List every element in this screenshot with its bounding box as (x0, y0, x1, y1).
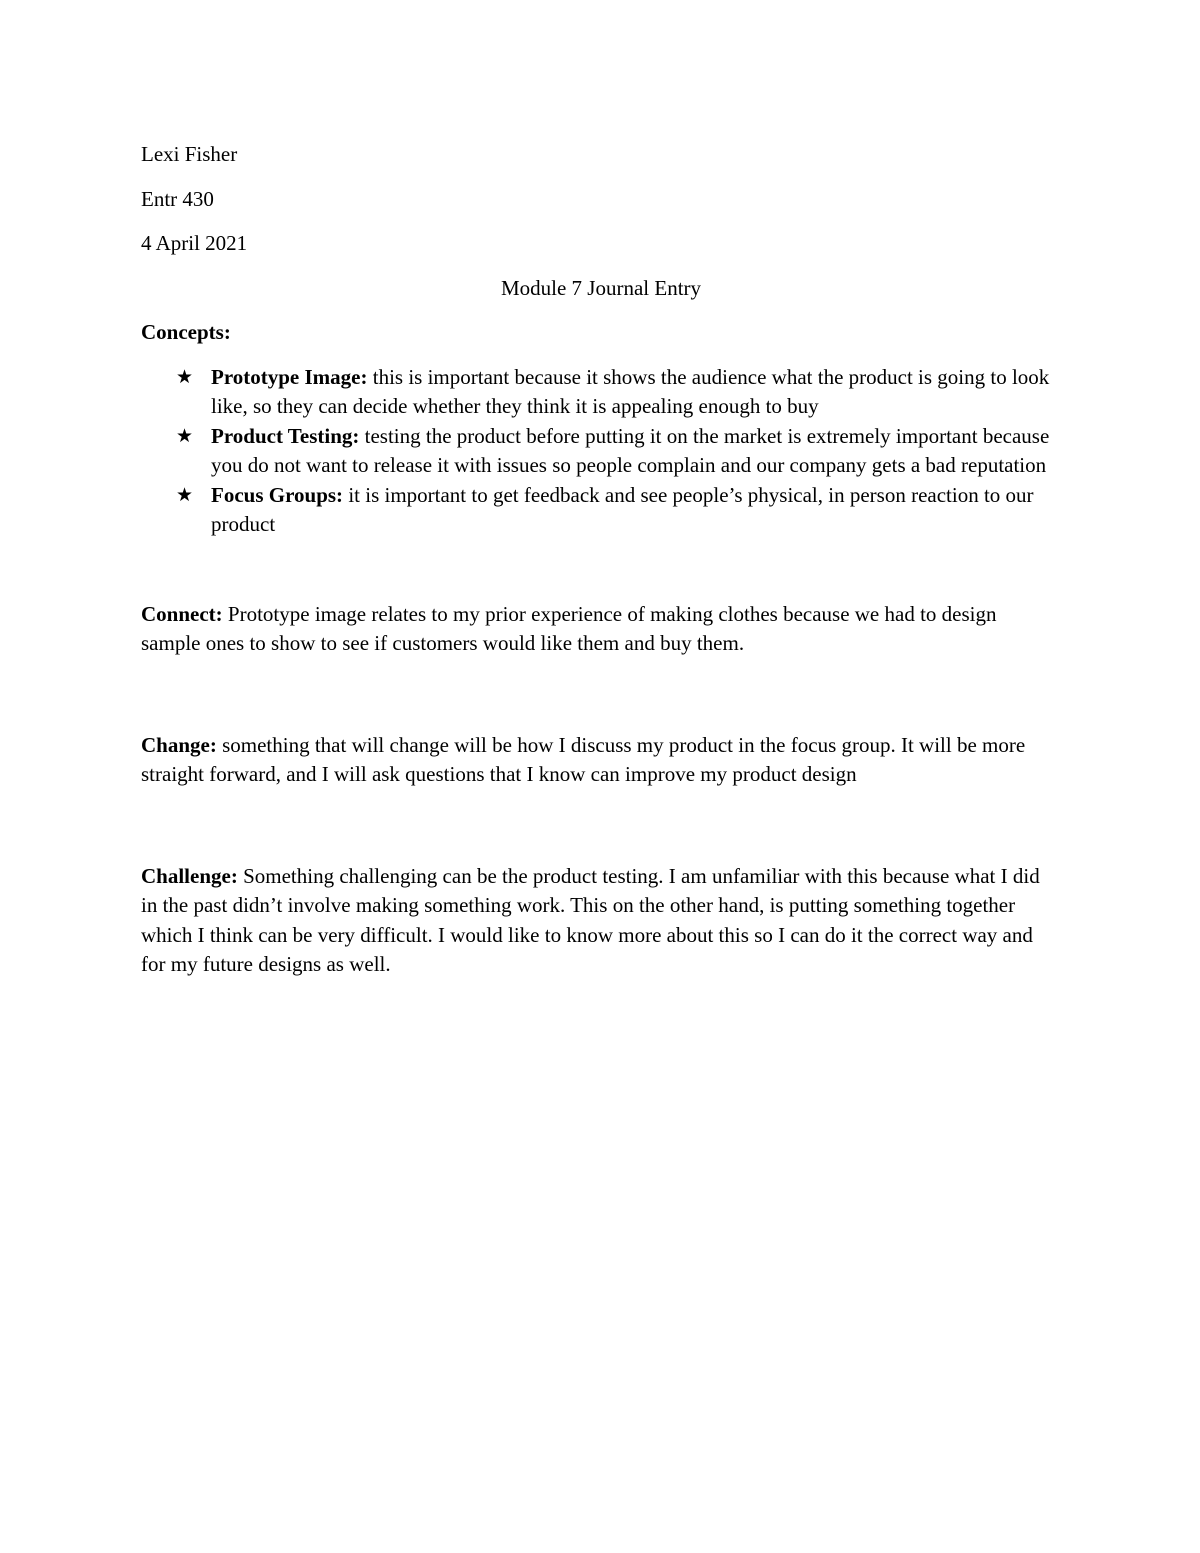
change-text: something that will change will be how I discuss my product in the focus group. It will be more straight forward, and I will ask questions that I know can improve my product design (141, 732, 1026, 786)
concept-item-prototype-image (141, 363, 1061, 422)
concepts-list (141, 363, 1061, 540)
concept-item-product-testing (141, 422, 1061, 481)
concept-text: this is important because it shows the audience what the product is going to look like, so they can decide whether they think it is appealing enough to buy (211, 364, 1050, 418)
star-icon: ★ (176, 365, 194, 388)
concept-term: Focus Groups: (211, 482, 344, 507)
spacer (141, 540, 1061, 600)
concept-text: testing the product before putting it on the market is extremely important because you do not want to release it with issues so people complain and our company gets a bad reputation (211, 423, 1050, 477)
concept-item-focus-groups (141, 481, 1061, 540)
concepts-heading (141, 318, 1061, 348)
concept-term: Prototype Image: (211, 364, 368, 389)
challenge-text: Something challenging can be the product testing. I am unfamiliar with this because what I did in the past didn’t involve making something work. This on the other hand, is putting something together which I think can be very difficult. I would like to know more about this so I can do it the correct way and for my future designs as well. (141, 863, 1040, 976)
connect-label: Connect: (141, 601, 223, 626)
document-title: Module 7 Journal Entry (500, 275, 702, 300)
spacer (141, 659, 1061, 731)
change-label: Change: (141, 732, 217, 757)
spacer (141, 790, 1061, 862)
concepts-heading-label: Concepts: (141, 320, 231, 344)
concept-text: it is important to get feedback and see people’s physical, in person reaction to our product (211, 482, 1034, 536)
course-code: Entr 430 (141, 186, 214, 211)
connect-paragraph (141, 600, 1061, 659)
challenge-label: Challenge: (141, 863, 238, 888)
challenge-paragraph (141, 862, 1061, 980)
connect-text: Prototype image relates to my prior experience of making clothes because we had to design sample ones to show to see if customers would like them and buy them. (141, 601, 997, 655)
author-name: Lexi Fisher (141, 142, 238, 166)
star-icon: ★ (176, 424, 194, 447)
concept-term: Product Testing: (211, 423, 360, 448)
document-body (141, 140, 1061, 980)
star-icon: ★ (176, 483, 194, 506)
document-date: 4 April 2021 (141, 231, 248, 255)
change-paragraph (141, 731, 1061, 790)
